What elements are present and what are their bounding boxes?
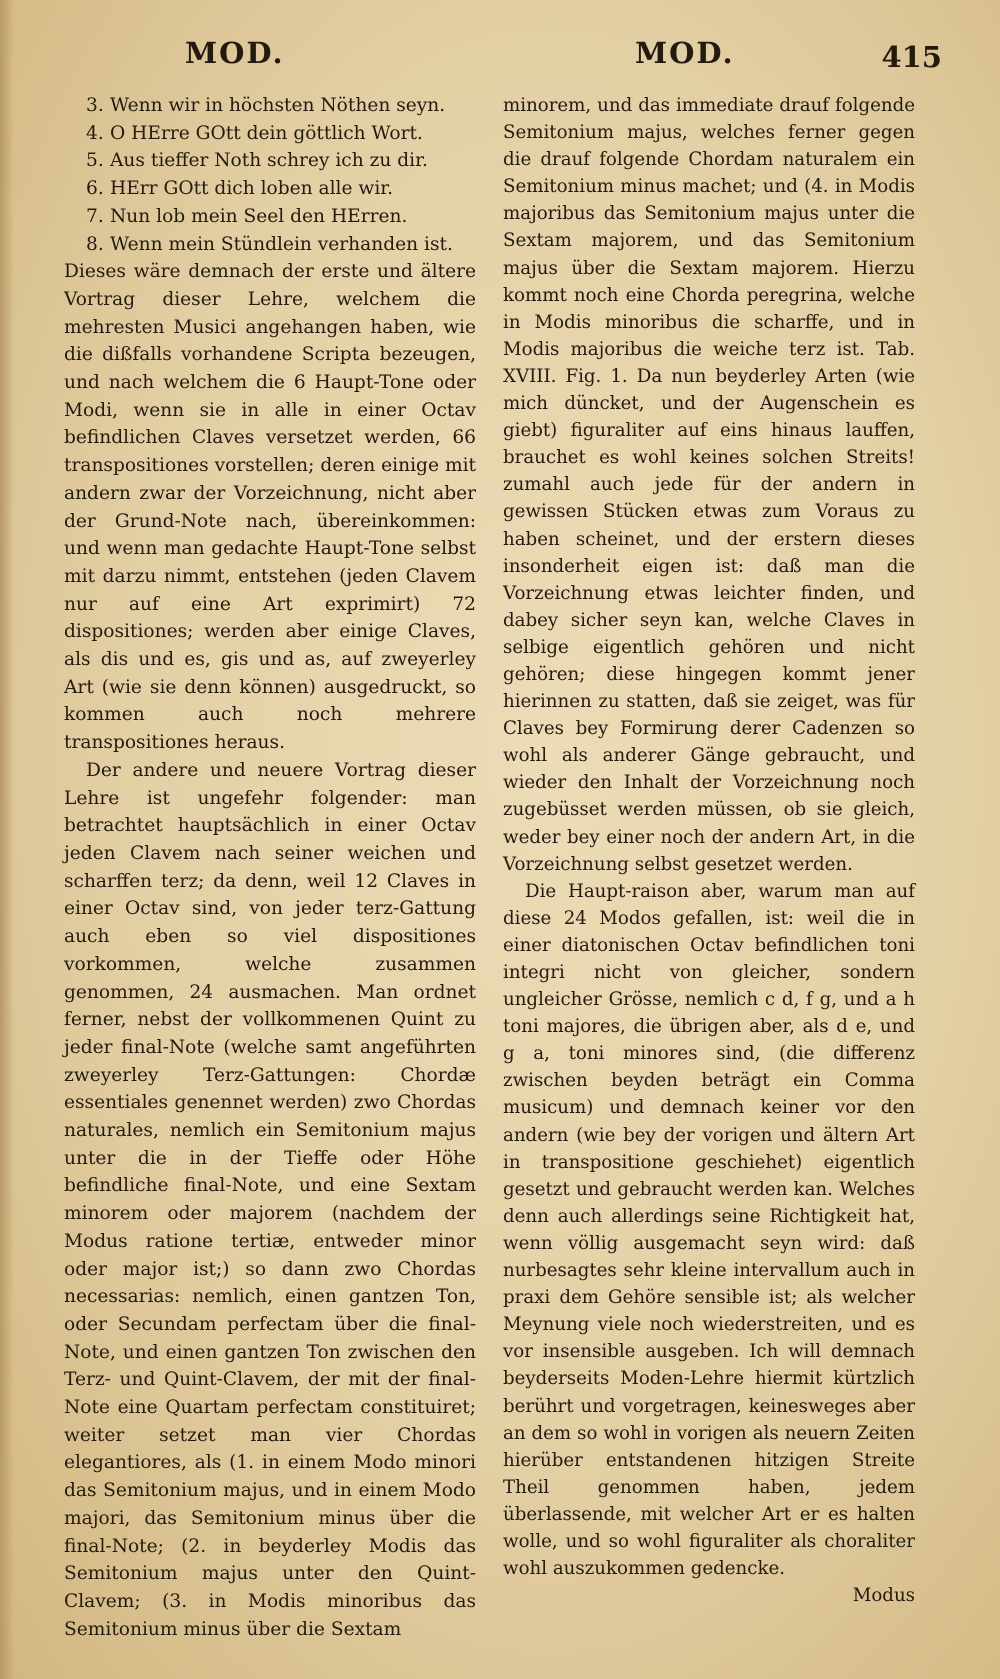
page-number: 415: [881, 40, 942, 74]
list-item-text: HErr GOtt dich loben alle wir.: [110, 178, 394, 200]
list-item-number: 6.: [86, 178, 104, 200]
list-item-text: Aus tieffer Noth schrey ich zu dir.: [110, 150, 428, 172]
list-item: [64, 231, 476, 259]
list-item-text: O HErre GOtt dein göttlich Wort.: [110, 122, 423, 144]
catchword: Modus: [852, 1585, 915, 1607]
list-item-number: 4.: [86, 122, 104, 144]
paragraph-main-reason: Die Haupt-raison aber, warum man auf diese 24 Modos gefallen, ist: weil die in einer diatonischen Octav befindlichen toni integri nicht von gleicher, sondern ungleicher Grösse, nemlich c d, f g, und a h toni majores, die übrigen aber, als d e, und g a, toni minores sind, (die differenz zwischen beyden beträgt ein Comma musicum) und demnach keiner vor den andern (wie bey der vorigen und ältern Art in transpositione geschiehet) eigentlich gesetzt und gebraucht werden kan. Welches denn auch allerdings seine Richtigkeit hat, wenn völlig ausgemacht seyn wird: daß nurbesagtes sehr kleine intervallum auch in praxi dem Gehöre sensible ist; als welcher Meynung viele noch wiederstreiten, und es vor insensible ausgeben. Ich will demnach beyderseits Moden-Lehre hiermit kürtzlich berührt und vorgetragen, keinesweges aber an dem so wohl in vorigen als neuern Zeiten hierüber entstandenen hitzigen Streite Theil genommen haben, jedem überlassende, mit welcher Art er es halten wolle, und so wohl figuraliter als choraliter wohl auszukommen gedencke.: [503, 880, 915, 1580]
running-header-right: MOD.: [635, 36, 735, 70]
paragraph-second-method: Der andere und neuere Vortrag dieser Lehre ist ungefehr folgender: man betrachtet hauptsächlich in einer Octav jeden Clavem nach seiner weichen und scharffen terz; da denn, weil 12 Claves in einer Octav sind, von jeder terz-Gattung auch eben so viel dispositiones vorkommen, welche zusammen genommen, 24 ausmachen. Man ordnet ferner, nebst der vollkommenen Quint zu jeder final-Note (welche samt angeführten zweyerley Terz-Gattungen: Chordæ essentiales genennet werden) zwo Chordas naturales, nemlich ein Semitonium majus unter die in der Tieffe oder Höhe befindliche final-Note, und eine Sextam minorem oder majorem (nachdem der Modus ratione tertiæ, entweder minor oder major ist;) so dann zwo Chordas necessarias: nemlich, einen gantzen Ton, oder Secundam perfectam über die final-Note, und einen gantzen Ton zwischen den Terz- und Quint-Clavem, der mit der final-Note eine Quartam perfectam constituiret; weiter setzet man vier Chordas elegantiores, als (1. in einem Modo minori das Semitonium majus, und in einem Modo majori, das Semitonium minus über die final-Note; (2. in beyderley Modis das Semitonium majus unter den Quint-Clavem; (3. in Modis minoribus das Semitonium minus über die Sextam: [64, 759, 476, 1640]
paragraph-first-method: Dieses wäre demnach der erste und ältere Vortrag dieser Lehre, welchem die mehresten Musici angehangen haben, wie die dißfalls vorhandene Scripta bezeugen, und nach welchem die 6 Haupt-Tone oder Modi, wenn sie in alle in einer Octav befindlichen Claves versetzet werden, 66 transpositiones vorstellen; deren einige mit andern zwar der Vorzeichnung, nicht aber der Grund-Note nach, übereinkommen: und wenn man gedachte Haupt-Tone selbst mit darzu nimmt, entstehen (jeden Clavem nur auf eine Art exprimirt) 72 dispositiones; werden aber einige Claves, als dis und es, gis und as, auf zweyerley Art (wie sie denn können) ausgedruckt, so kommen auch noch mehrere transpositiones heraus.: [64, 261, 476, 754]
list-item-text: Nun lob mein Seel den HErren.: [110, 205, 408, 227]
list-item: [64, 203, 476, 231]
left-column: [64, 92, 476, 1643]
list-item-number: 8.: [86, 233, 104, 255]
list-item-number: 7.: [86, 205, 104, 227]
list-item-number: 3.: [86, 95, 104, 116]
list-item: [64, 147, 476, 175]
hymn-list: [64, 92, 476, 258]
list-item-text: Wenn wir in höchsten Nöthen seyn.: [110, 95, 446, 116]
list-item: [64, 92, 476, 120]
running-header-left: MOD.: [185, 36, 285, 70]
list-item: [64, 120, 476, 148]
list-item-number: 5.: [86, 150, 104, 172]
list-item: [64, 175, 476, 203]
page-edge-shadow: [0, 0, 14, 1679]
list-item-text: Wenn mein Stündlein verhanden ist.: [110, 233, 453, 255]
right-column: [503, 92, 915, 1609]
paragraph-continuation: minorem, und das immediate drauf folgende Semitonium majus, welches ferner gegen die drauf folgende Chordam naturalem ein Semitonium minus machet; und (4. in Modis majoribus das Semitonium majus unter die Sextam majorem, und das Semitonium majus über die Sextam majorem. Hierzu kommt noch eine Chorda peregrina, welche in Modis minoribus die scharffe, und in Modis majoribus die weiche terz ist. Tab. XVIII. Fig. 1. Da nun beyderley Arten (wie mich düncket, und der Augenschein es giebt) figuraliter auf eins hinaus lauffen, brauchet es wohl keines solchen Streits! zumahl auch jede für der andern in gewissen Stücken etwas zum Voraus zu haben scheinet, und der erstern dieses insonderheit eigen ist: daß man die Vorzeichnung etwas leichter finden, und dabey sicher seyn kan, welche Claves in selbige eigentlich gehören und nicht gehören; diese hingegen kommt jener hierinnen zu statten, daß sie zeiget, was für Claves bey Formirung derer Cadenzen so wohl als anderer Gänge gebraucht, und wieder den Inhalt der Vorzeichnung noch zugebüsset werden müssen, ob sie gleich, weder bey einer noch der andern Art, in die Vorzeichnung selbst gesetzet werden.: [503, 95, 915, 875]
